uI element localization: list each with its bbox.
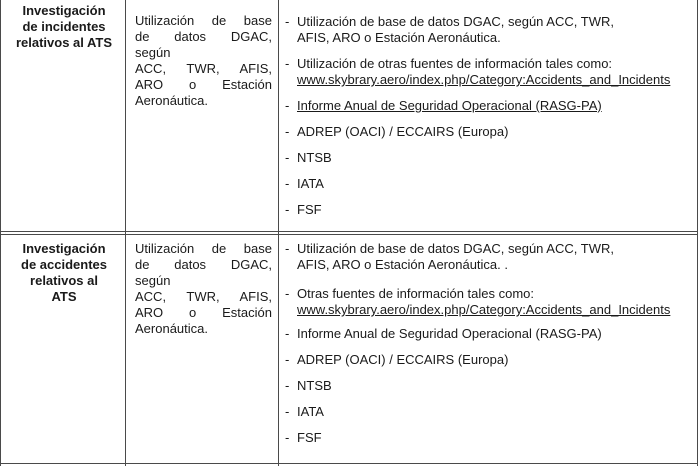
title-line: Investigación <box>22 241 106 256</box>
description-line: según <box>135 273 171 288</box>
description-line: Utilización de base <box>135 13 272 28</box>
description-line: ARO o Estación <box>135 77 272 92</box>
bullet-dash: - <box>285 14 290 29</box>
description-line: de datos DGAC, <box>135 257 272 272</box>
bullet-dash: - <box>285 202 290 217</box>
table-border-bottom <box>0 463 698 464</box>
row-title-incidentes <box>6 3 122 51</box>
bullet-dash: - <box>285 352 290 367</box>
description-line: ARO o Estación <box>135 305 272 320</box>
row-description-accidentes <box>135 241 272 337</box>
bullet-dash: - <box>285 124 290 139</box>
row-title-accidentes <box>6 241 122 305</box>
bullet-dash: - <box>285 404 290 419</box>
bullet-dash: - <box>285 56 290 71</box>
row-divider <box>0 231 698 235</box>
title-line: ATS <box>51 289 77 304</box>
source-item-text: FSF <box>297 430 322 445</box>
source-item-text: FSF <box>297 202 322 217</box>
source-item-text: AFIS, ARO o Estación Aeronáutica. . <box>297 257 508 272</box>
bullet-dash: - <box>285 176 290 191</box>
title-line: de accidentes <box>21 257 107 272</box>
source-item-text: NTSB <box>297 378 332 393</box>
title-line: Investigación <box>22 3 106 18</box>
bullet-dash: - <box>285 286 290 301</box>
description-line: ACC, TWR, AFIS, <box>135 289 272 304</box>
bullet-dash: - <box>285 430 290 445</box>
bullet-dash: - <box>285 150 290 165</box>
source-item-text: Utilización de base de datos DGAC, según ACC, TWR, <box>297 14 614 29</box>
description-line: Aeronáutica. <box>135 93 208 108</box>
bullet-dash: - <box>285 326 290 341</box>
source-item-text: ADREP (OACI) / ECCAIRS (Europa) <box>297 124 509 139</box>
source-item-text: NTSB <box>297 150 332 165</box>
source-item-text: Otras fuentes de información tales como: <box>297 286 535 301</box>
bullet-dash: - <box>285 241 290 256</box>
bullet-dash: - <box>285 378 290 393</box>
title-line: relativos al ATS <box>15 35 113 50</box>
title-line: de incidentes <box>22 19 106 34</box>
source-item-text: Informe Anual de Seguridad Operacional (RASG-PA) <box>297 326 602 341</box>
skybrary-link[interactable]: www.skybrary.aero/index.php/Category:Accidents_and_Incidents <box>297 302 671 317</box>
description-line: de datos DGAC, <box>135 29 272 44</box>
description-line: ACC, TWR, AFIS, <box>135 61 272 76</box>
description-line: según <box>135 45 171 60</box>
source-item-text: AFIS, ARO o Estación Aeronáutica. <box>297 30 501 45</box>
source-item-text: IATA <box>297 404 324 419</box>
source-item-text: Utilización de base de datos DGAC, según ACC, TWR, <box>297 241 614 256</box>
row-description-incidentes <box>135 13 272 109</box>
description-line: Utilización de base <box>135 241 272 256</box>
rasg-pa-link[interactable]: Informe Anual de Seguridad Operacional (RASG-PA) <box>297 98 602 113</box>
skybrary-link[interactable]: www.skybrary.aero/index.php/Category:Accidents_and_Incidents <box>297 72 671 87</box>
bullet-dash: - <box>285 98 290 113</box>
description-line: Aeronáutica. <box>135 321 208 336</box>
title-line: relativos al <box>30 273 98 288</box>
source-item-text: ADREP (OACI) / ECCAIRS (Europa) <box>297 352 509 367</box>
source-item-text: Utilización de otras fuentes de información tales como: <box>297 56 613 71</box>
source-item-text: IATA <box>297 176 324 191</box>
